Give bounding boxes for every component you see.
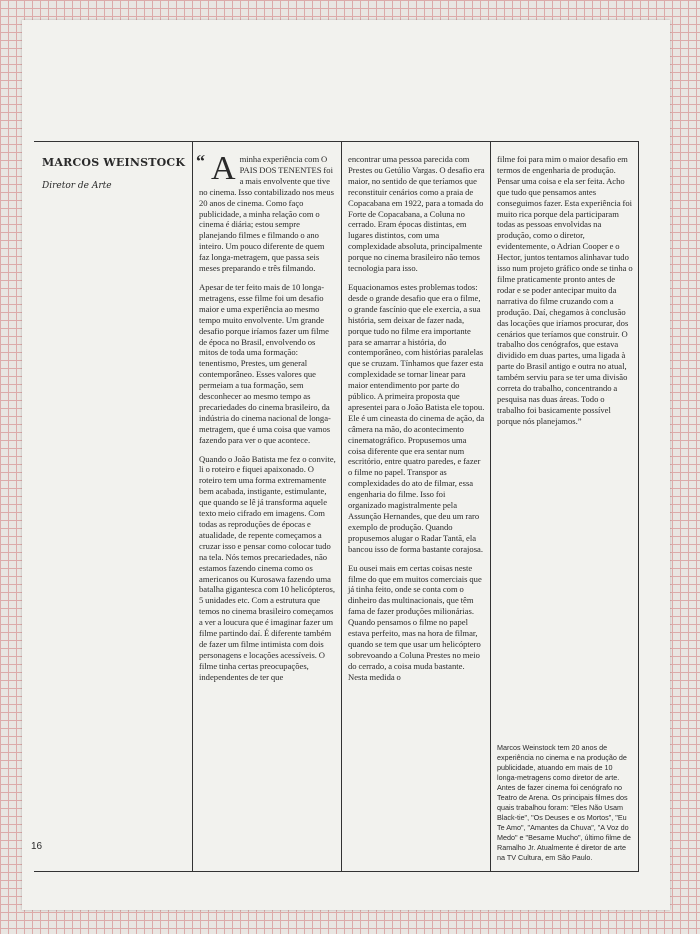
person-role: Diretor de Arte bbox=[42, 181, 112, 191]
page-number: 16 bbox=[31, 841, 43, 852]
byline-column bbox=[34, 142, 192, 871]
open-quote: “ bbox=[196, 151, 205, 171]
opening-paragraph bbox=[196, 150, 336, 274]
paragraph: encontrar uma pessoa parecida com Prestes ou Getúlio Vargas. O desafio era maior, no sentido de que teríamos que reconstituir cenários como a praia de Copacabana em 1922, para a tomada do Forte de Copacabana, a Coluna no cerrado. Eram épocas distintas, em lugares distintos, com uma complexidade absoluta, principalmente porque no cinema brasileiro não temos tecnologia para isso. bbox=[348, 154, 485, 274]
paragraph: filme foi para mim o maior desafio em termos de engenharia de produção. Pensar uma coisa e ela ser feita. Acho que tudo que pensamos antes conseguimos fazer. Esta experiência foi muito rica porque dela participaram todas as pessoas envolvidas na produção, como o diretor, evidentemente, o Adrian Cooper e o Hector, juntos tentamos alinhavar tudo isso num projeto gráfico onde se tinha o filme praticamente pronto antes de rodar e se poder antecipar muito da narrativa do filme cruzando com a produção. Daí, chegamos à conclusão das locações que iríamos procurar, dos cenários que teríamos que construir. O trabalho dos cenógrafos, que estava dividido em duas partes, uma ligada à parte do Brasil antigo e outra no atual, também serviu para se ter uma divisão correta do trabalho, concentrando a pesquisa nas duas áreas. Todo o trabalho foi basicamente possível porque nós planejamos.” bbox=[497, 154, 633, 426]
paragraph: Apesar de ter feito mais de 10 longa-metragens, esse filme foi um desafio maior e uma experiência ao mesmo tempo muito envolvente. Um grande desafio porque iríamos fazer um filme de época no Brasil, envolvendo os mitos de toda uma formação: tenentismo, Prestes, um general contemporâneo. Esses valores que permeiam a tua formação, sem desconhecer ao mesmo tempo as precariedades do cinema brasileiro, da indústria do cinema nacional de longa-metragem, que é uma coisa que vamos fazendo para ver o que acontece. bbox=[199, 281, 331, 445]
opening-paragraph-text: minha experiência com O PAIS DOS TENENTES foi a mais envolvente que tive no cinema. Isso contabilizado nos meus 20 anos de cinema. Como faço publicidade, a minha relação com o cinema é diária; estou sempre planejando filmes e filmando o ano inteiro. Um pouco diferente de quem faz longa-metragem, que passa seis meses preparando e três filmando. bbox=[199, 154, 335, 274]
paragraph: Eu ousei mais em certas coisas neste filme do que em muitos comerciais que já tinha feito, onde se conta com o dinheiro das multinacionais, que têm fama de fazer produções milionárias. Quando pensamos o filme no papel estava perfeito, mas na hora de filmar, quando se tem que usar um helicóptero sobrevoando a Coluna Prestes no meio do cerrado, a coisa muda bastante. Nesta medida o bbox=[348, 562, 482, 682]
person-name: MARCOS WEINSTOCK bbox=[42, 156, 186, 169]
text-column-2 bbox=[341, 142, 490, 871]
page-sheet bbox=[22, 20, 670, 910]
article-frame bbox=[34, 141, 639, 872]
text-column-3 bbox=[490, 142, 639, 871]
paragraph: Equacionamos estes problemas todos: desde o grande desafio que era o filme, o grande fascínio que ele exercia, a sua história, sem deixar de fazer nada, porque tudo no filme era importante para se amarrar a história, do contemporâneo, com histórias paralelas que se cruzam. Tínhamos que fazer esta complexidade se tornar linear para maior entendimento por parte do público. A primeira proposta que apresentei para o João Batista ele topou. Ele é um cineasta do cinema de ação, da câmera na mão, do acontecimento cinematográfico. Propusemos uma coisa diferente que era sentar num escritório, entre quatro paredes, e fazer o filme no papel. Transpor as complexidades do ato de filmar, essa engenharia do filme. Isso foi organizado magistralmente pela Assunção Hernandes, que deu um raro exemplo de produção. Quando propusemos alugar o Radar Tantã, ela bancou isso de forma bastante corajosa. bbox=[348, 281, 485, 554]
text-column-1 bbox=[192, 142, 341, 871]
paragraph: Quando o João Batista me fez o convite, li o roteiro e fiquei apaixonado. O roteiro tem uma forma extremamente bem acabada, instigante, estimulante, que quando se lê já transforma aquele texto meio cifrado em imagens. Com todas as reproduções de épocas e atualidade, de repente começamos a cruzar isso e pensar como colocar tudo na tela. Nós temos precariedades, não estamos fazendo cinema como os americanos ou Kurosawa fazendo uma batalha gigantesca com 10 helicópteros, 5 unidades etc. Com a estrutura que temos no cinema brasileiro começamos a ver a loucura que é imaginar fazer um filme partindo daí. É diferente também de fazer um filme intimista com dois personagens e locações acessíveis. O filme tinha certas preocupações, independentes de ter que bbox=[199, 453, 336, 682]
bio-note: Marcos Weinstock tem 20 anos de experiência no cinema e na produção de publicidade, atuando em mais de 10 longa-metragens como diretor de arte. Antes de fazer cinema foi cenógrafo no Teatro de Arena. Os principais filmes dos quais trabalhou foram: "Eles Não Usam Black-tie", "Os Deuses e os Mortos", "Eu Te Amo", "Amantes da Chuva", "A Voz do Medo" e "Besame Mucho", último filme de Ramalho Jr. Atualmente é diretor de arte na TV Cultura, em São Paulo. bbox=[497, 743, 631, 862]
drop-cap: A bbox=[211, 150, 236, 187]
